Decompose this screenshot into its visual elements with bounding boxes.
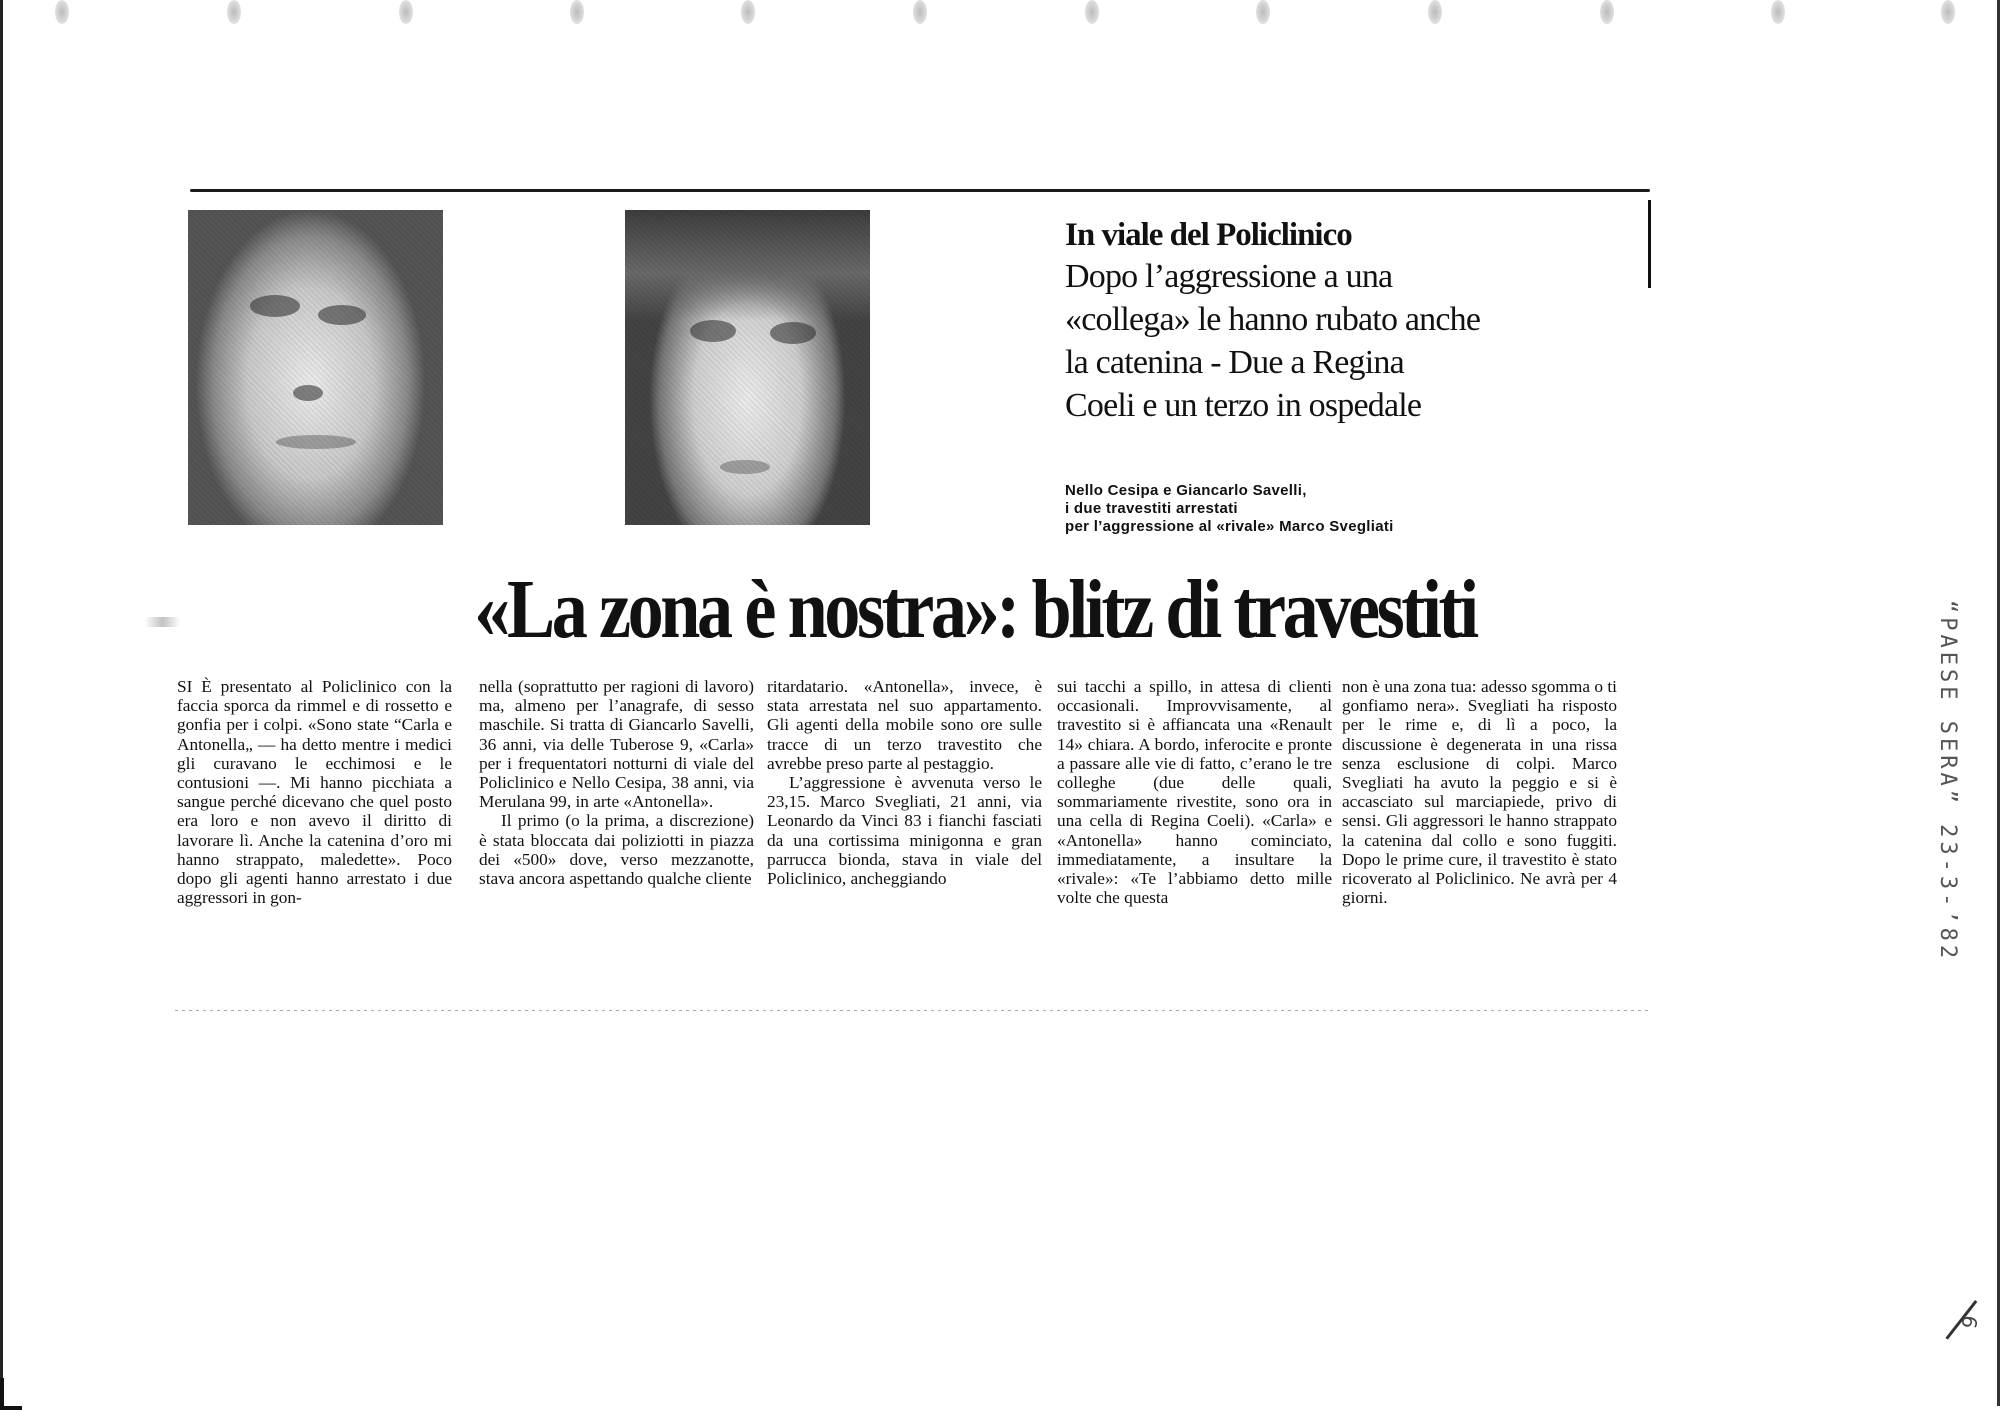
- eye-shadow: [690, 320, 736, 342]
- handwritten-text: “PAESE SERA” 23-3-’82: [1935, 600, 1960, 963]
- top-rule: [190, 189, 1650, 192]
- kicker: In viale del Policlinico: [1065, 217, 1352, 253]
- deck-line: Dopo l’aggressione a una: [1065, 258, 1393, 295]
- punch-hole: [1600, 0, 1614, 24]
- punch-hole: [399, 0, 413, 24]
- punch-hole: [1941, 0, 1955, 24]
- article-column-3: [767, 677, 1042, 888]
- punch-hole: [55, 0, 69, 24]
- deck-line: Coeli e un terzo in ospedale: [1065, 387, 1422, 424]
- paragraph: L’aggressione è avvenuta verso le 23,15. Marco Svegliati, 21 anni, via Leonardo da Vinci 83 i fianchi fasciati da una cortissima minigonna e gran parrucca bionda, stava in viale del Policlinico, ancheggiando: [767, 773, 1042, 889]
- paragraph: non è una zona tua: adesso sgomma o ti gonfiamo nera». Svegliati ha risposto per le rime e, di lì a poco, la discussione è degenerata in una rissa senza esclusione di colpi. Marco Svegliati ha avuto la peggio e si è accasciato sul marciapiede, privo di sensi. Gli aggressori le hanno strappato la catenina dal collo e sono fuggiti. Dopo le prime cure, il travestito è stato ricoverato al Policlinico. Ne avrà per 4 giorni.: [1342, 677, 1617, 908]
- newspaper-clipping: [175, 180, 1655, 1015]
- deck-line: la catenina - Due a Regina: [1065, 344, 1404, 381]
- scan-corner-mark: [0, 1378, 22, 1410]
- page-number: 6: [1956, 1313, 1983, 1331]
- headline: «La zona è nostra»: blitz di travestiti: [474, 563, 1476, 656]
- punch-hole: [1428, 0, 1442, 24]
- punch-hole: [1085, 0, 1099, 24]
- photo-caption: [1065, 482, 1585, 536]
- binder-punch-holes: [0, 0, 2000, 30]
- caption-line: Nello Cesipa e Giancarlo Savelli,: [1065, 482, 1307, 499]
- photo-portrait-left: [188, 210, 443, 525]
- punch-hole: [1771, 0, 1785, 24]
- paragraph: ritardatario. «Antonella», invece, è stata arrestata nel suo appartamento. Gli agenti della mobile sono ore sulle tracce di un terzo travestito che avrebbe preso parte al pestaggio.: [767, 677, 1042, 773]
- article-column-5: [1342, 677, 1617, 907]
- deck-line: «collega» le hanno rubato anche: [1065, 301, 1481, 338]
- mouth-shadow: [720, 460, 770, 474]
- page-mark: [1945, 1300, 1995, 1340]
- clipping-bottom-edge: [175, 1010, 1650, 1011]
- punch-hole: [913, 0, 927, 24]
- mouth-shadow: [276, 435, 356, 449]
- caption-line: per l’aggressione al «rivale» Marco Svegliati: [1065, 518, 1394, 535]
- scan-edge-left: [0, 0, 3, 1406]
- punch-hole: [570, 0, 584, 24]
- caption-line: i due travestiti arrestati: [1065, 500, 1238, 517]
- ink-smudge: [145, 617, 180, 627]
- eye-shadow: [250, 295, 300, 317]
- punch-hole: [227, 0, 241, 24]
- article-body: [177, 677, 1652, 1002]
- article-column-2: [479, 677, 754, 888]
- kicker-block: [1065, 215, 1625, 427]
- paragraph: Il primo (o la prima, a discrezione) è stata bloccata dai poliziotti in piazza dei «500» dove, verso mezzanotte, stava ancora aspettando qualche cliente: [479, 811, 754, 889]
- paragraph: sui tacchi a spillo, in attesa di clienti occasionali. Improvvisamente, al travestito si è affiancata una «Renault 14» chiara. A bordo, inferocite e pronte a passare alle vie di fatto, c’erano le tre colleghe (due delle quali, sommariamente rivestite, sono ora in una cella di Regina Coeli). «Carla» e «Antonella» hanno cominciato, immediatamente, a insultare la «rivale»: «Te l’abbiamo detto mille volte che questa: [1057, 677, 1332, 908]
- photo-portrait-right: [625, 210, 870, 525]
- nose-shadow: [293, 385, 323, 401]
- paragraph: nella (soprattutto per ragioni di lavoro) ma, almeno per l’anagrafe, di sesso maschile. Si tratta di Giancarlo Savelli, 36 anni, via delle Tuberose 9, «Carla» per i frequentatori notturni di viale del Policlinico e Nello Cesipa, 38 anni, via Merulana 99, in arte «Antonella».: [479, 677, 754, 812]
- article-column-1: [177, 677, 452, 907]
- column-rule: [1648, 200, 1651, 288]
- punch-hole: [741, 0, 755, 24]
- handwritten-source-note: [1930, 600, 1960, 970]
- punch-hole: [1256, 0, 1270, 24]
- paragraph: SI È presentato al Policlinico con la faccia sporca da rimmel e di rossetto e gonfia per i colpi. «Sono state “Carla e Antonella„ — ha detto mentre i medici gli curavano le ecchimosi e le contusioni —. Mi hanno picchiata a sangue perché dicevano che quel posto era loro e non avevo il diritto di lavorare lì. Anche la catenina d’oro mi hanno strappato, maledette». Poco dopo gli agenti hanno arrestato i due aggressori in gon-: [177, 677, 452, 908]
- eye-shadow: [318, 305, 366, 325]
- eye-shadow: [770, 322, 816, 344]
- article-column-4: [1057, 677, 1332, 907]
